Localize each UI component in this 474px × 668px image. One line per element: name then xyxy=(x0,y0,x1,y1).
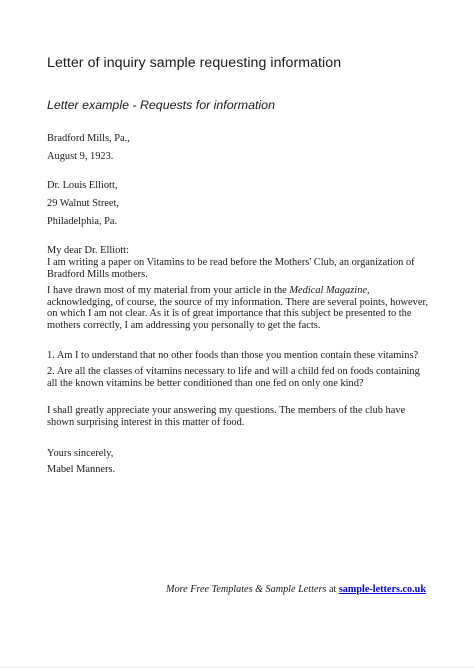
page-subtitle: Letter example - Requests for information xyxy=(47,98,275,112)
question-1: 1. Am I to understand that no other foods than those you mention contain these vitamins? xyxy=(47,350,419,361)
recipient-street: 29 Walnut Street, xyxy=(47,198,119,209)
body-paragraph-2-start: I have drawn most of my material from your article in the xyxy=(47,285,290,296)
letter-date: August 9, 1923. xyxy=(47,151,114,162)
salutation: My dear Dr. Elliott: xyxy=(47,245,129,256)
footer-text: More Free Templates & Sample Letters xyxy=(165,584,327,595)
body-paragraph-3: I shall greatly appreciate your answering my questions. The members of the club have shown surprising interest in this matter of food. xyxy=(47,405,406,428)
body-paragraph-2-end: , acknowledging, of course, the source of my information. There are several points, however, on which I am not clear. As it is of great importance that this subject be presented to the mothers correctly, I am addressing you personally to get the facts. xyxy=(47,285,429,331)
page-title: Letter of inquiry sample requesting information xyxy=(47,55,342,71)
footer-link[interactable]: sample-letters.co.uk xyxy=(338,584,426,595)
body-paragraph-2 xyxy=(47,285,432,331)
footer-at: at xyxy=(326,584,339,595)
body-paragraph-1: I am writing a paper on Vitamins to be read before the Mothers' Club, an organization of Bradford Mills mothers. xyxy=(47,257,415,280)
recipient-city: Philadelphia, Pa. xyxy=(47,216,118,227)
question-2: 2. Are all the classes of vitamins necessary to life and will a child fed on foods containing all the known vitamins be better conditioned than one fed on only one kind? xyxy=(47,366,420,389)
footer xyxy=(166,584,426,595)
signature: Mabel Manners. xyxy=(47,464,116,475)
magazine-title: Medical Magazine xyxy=(289,285,367,296)
recipient-name: Dr. Louis Elliott, xyxy=(47,180,118,191)
sender-place: Bradford Mills, Pa., xyxy=(47,133,130,144)
closing: Yours sincerely, xyxy=(47,448,114,459)
